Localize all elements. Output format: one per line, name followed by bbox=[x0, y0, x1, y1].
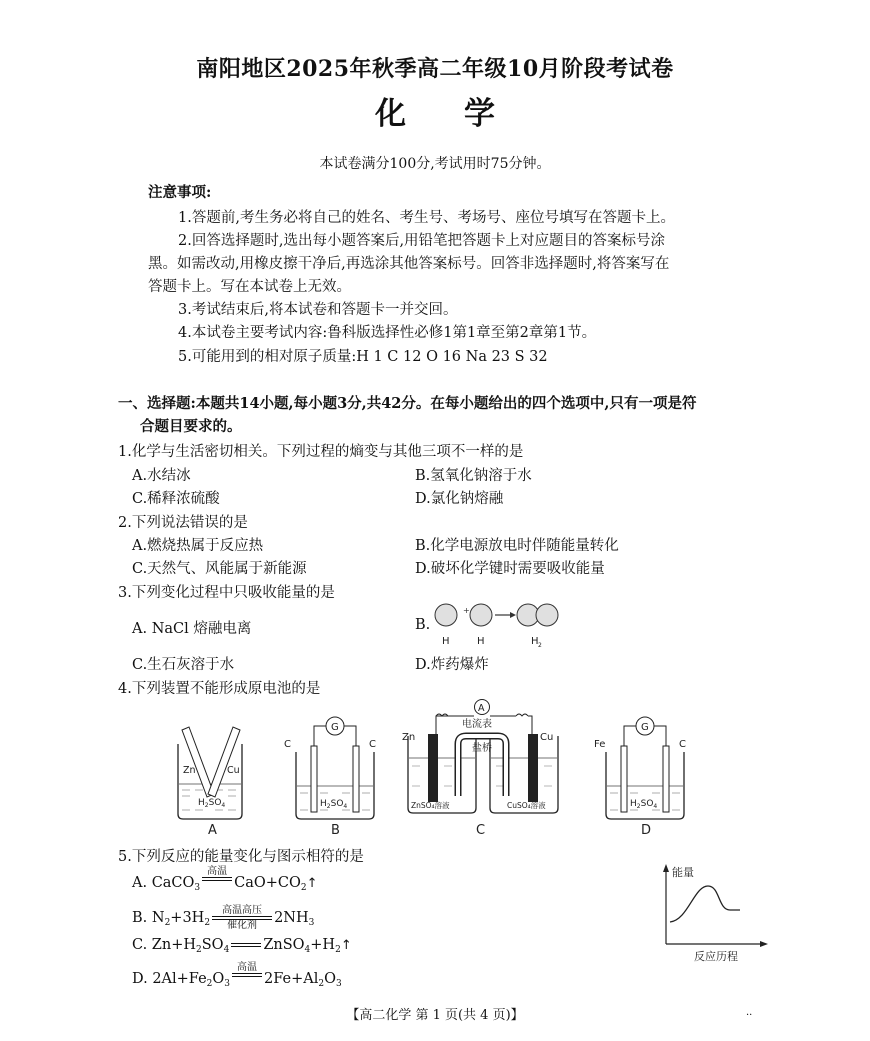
section-heading-cont: 合题目要求的。 bbox=[140, 418, 242, 435]
device-b bbox=[280, 714, 390, 842]
device-c-bridge: 盐桥 bbox=[472, 743, 492, 754]
device-c-left: Zn bbox=[402, 732, 416, 743]
q3-option-c: C.生石灰溶于水 bbox=[132, 657, 235, 673]
device-a-sol: H bbox=[198, 798, 205, 808]
notice-item-2b: 黑。如需改动,用橡皮擦干净后,再选涂其他答案标号。回答非选择题时,将答案写在 bbox=[148, 256, 670, 272]
q5-d-sub2b: 2 bbox=[318, 979, 325, 989]
device-d-sol-sub2: 4 bbox=[653, 803, 658, 810]
svg-text:H2SO4 bbox=[198, 798, 225, 809]
gas-up-arrow-icon: ↑ bbox=[340, 938, 352, 953]
q5-d-sub3b: 3 bbox=[336, 979, 342, 989]
q5-d-pre: D. 2Al+Fe bbox=[132, 971, 207, 987]
q5-b-cond-bot: 催化剂 bbox=[227, 920, 258, 931]
h2-label: H bbox=[531, 636, 539, 647]
subject-title: 化学 bbox=[375, 96, 553, 132]
notice-heading: 注意事项: bbox=[148, 184, 212, 201]
q5-option-a bbox=[132, 866, 318, 896]
q5-c-so: SO bbox=[201, 937, 224, 953]
device-d-sol-sub: 2 bbox=[636, 803, 641, 810]
q5-b-mid: +3H bbox=[170, 910, 205, 926]
q5-option-b bbox=[132, 905, 314, 931]
device-d-left: Fe bbox=[594, 739, 606, 750]
h2-formation-diagram bbox=[430, 600, 570, 652]
q4-stem: 4.下列装置不能形成原电池的是 bbox=[118, 681, 321, 697]
q1-option-b: B.氢氧化钠溶于水 bbox=[415, 468, 532, 484]
graph-xlabel: 反应历程 bbox=[694, 950, 738, 963]
device-b-sol-rest: SO bbox=[330, 799, 344, 809]
q5-d-cond-text: 高温 bbox=[237, 962, 258, 973]
device-d bbox=[590, 714, 700, 842]
device-a bbox=[170, 722, 255, 842]
energy-profile-graph bbox=[650, 858, 780, 966]
device-c-right: Cu bbox=[540, 732, 554, 743]
device-d-meter: G bbox=[641, 722, 649, 733]
q2-stem: 2.下列说法错误的是 bbox=[118, 515, 248, 531]
device-d-caption: D bbox=[641, 823, 652, 838]
q5-option-c bbox=[132, 937, 352, 955]
device-c-sol-right: CuSO₄溶液 bbox=[507, 801, 546, 810]
q2-option-d: D.破坏化学键时需要吸收能量 bbox=[415, 561, 605, 577]
q5-b-condition bbox=[212, 905, 272, 931]
q5-c-equals bbox=[231, 943, 261, 947]
q5-d-o: O bbox=[212, 971, 225, 987]
q5-c-post: ZnSO bbox=[263, 937, 305, 953]
q2-option-a: A.燃烧热属于反应热 bbox=[132, 538, 264, 554]
q5-c-h: +H bbox=[310, 937, 336, 953]
q5-a-pre: A. CaCO bbox=[132, 875, 195, 891]
q5-a-sub3: 3 bbox=[194, 883, 201, 893]
graph-ylabel: 能量 bbox=[672, 866, 694, 879]
q5-b-sub2: 2 bbox=[164, 918, 171, 928]
q3-stem: 3.下列变化过程中只吸收能量的是 bbox=[118, 585, 335, 601]
device-a-sol-sub: 2 bbox=[204, 802, 209, 809]
device-b-sol-sub2: 4 bbox=[343, 803, 348, 810]
h-label-2: H bbox=[477, 636, 485, 647]
device-a-caption: A bbox=[208, 823, 217, 838]
q5-a-sub2: 2 bbox=[300, 883, 307, 893]
h-label-1: H bbox=[442, 636, 450, 647]
device-c-sol-left: ZnSO₄溶液 bbox=[411, 801, 450, 810]
device-d-sol: H bbox=[630, 799, 637, 809]
q1-stem: 1.化学与生活密切相关。下列过程的熵变与其他三项不一样的是 bbox=[118, 444, 524, 460]
device-c-caption: C bbox=[476, 823, 486, 838]
q5-c-sub4b: 4 bbox=[304, 945, 311, 955]
device-b-left: C bbox=[284, 739, 291, 750]
svg-text:+: + bbox=[463, 606, 470, 615]
device-b-meter: G bbox=[331, 722, 339, 733]
q5-d-o2: O bbox=[324, 971, 336, 987]
notice-item-2c: 答题卡上。写在本试卷上无效。 bbox=[148, 279, 351, 295]
notice-item-4: 4.本试卷主要考试内容:鲁科版选择性必修1第1章至第2章第1节。 bbox=[178, 325, 597, 341]
q5-c-sub2b: 2 bbox=[335, 945, 341, 955]
notice-item-2a: 2.回答选择题时,选出每小题答案后,用铅笔把答题卡上对应题目的答案标号涂 bbox=[178, 233, 666, 249]
q2-option-b: B.化学电源放电时伴随能量转化 bbox=[415, 538, 619, 554]
svg-text:H2SO4 bbox=[320, 799, 347, 810]
notice-item-3: 3.考试结束后,将本试卷和答题卡一并交回。 bbox=[178, 302, 458, 318]
q5-a-post: CaO+CO bbox=[234, 875, 301, 891]
q5-d-sub2: 2 bbox=[206, 979, 213, 989]
q5-a-condition bbox=[202, 866, 232, 892]
device-d-sol-rest: SO bbox=[640, 799, 654, 809]
q2-option-c: C.天然气、风能属于新能源 bbox=[132, 561, 307, 577]
page-footer: 【高二化学 第 1 页(共 4 页)】 bbox=[346, 1008, 524, 1023]
gas-up-arrow-icon: ↑ bbox=[306, 876, 318, 891]
device-b-sol-sub: 2 bbox=[326, 803, 331, 810]
energy-curve bbox=[670, 886, 740, 922]
device-c-meter: A bbox=[478, 703, 485, 714]
exam-title: 南阳地区2025年秋季高二年级10月阶段考试卷 bbox=[196, 56, 674, 82]
device-a-sol-rest: SO bbox=[208, 798, 222, 808]
q5-b-cond-top: 高温高压 bbox=[222, 905, 263, 916]
svg-text:H2SO4 bbox=[630, 799, 657, 810]
h2-label-sub: 2 bbox=[538, 642, 542, 649]
device-c-meter-label: 电流表 bbox=[462, 719, 492, 730]
q5-b-post: 2NH bbox=[274, 910, 309, 926]
q5-b-pre: B. N bbox=[132, 910, 165, 926]
device-a-sol-sub2: 4 bbox=[221, 802, 226, 809]
q5-option-d bbox=[132, 962, 342, 992]
q1-option-c: C.稀释浓硫酸 bbox=[132, 491, 220, 507]
q3-option-d: D.炸药爆炸 bbox=[415, 657, 489, 673]
q5-b-sub2b: 2 bbox=[204, 918, 211, 928]
footer-mark: ·· bbox=[746, 1010, 753, 1021]
section-heading: 一、选择题:本题共14小题,每小题3分,共42分。在每小题给出的四个选项中,只有一项是符 bbox=[118, 395, 697, 412]
q5-b-sub3: 3 bbox=[308, 918, 315, 928]
q3-option-b-label: B. bbox=[415, 617, 431, 633]
q5-stem: 5.下列反应的能量变化与图示相符的是 bbox=[118, 849, 364, 865]
q5-d-post: 2Fe+Al bbox=[264, 971, 319, 987]
q5-d-condition bbox=[232, 962, 262, 988]
device-a-right: Cu bbox=[227, 765, 240, 776]
q5-a-cond-text: 高温 bbox=[207, 866, 228, 877]
q3-option-a: A. NaCl 熔融电离 bbox=[132, 621, 252, 637]
q5-c-sub2: 2 bbox=[196, 945, 202, 955]
device-b-caption: B bbox=[331, 823, 340, 838]
device-b-right: C bbox=[369, 739, 376, 750]
device-a-left: Zn bbox=[183, 765, 196, 776]
notice-item-5: 5.可能用到的相对原子质量:H 1 C 12 O 16 Na 23 S 32 bbox=[178, 349, 548, 365]
q5-d-sub3: 3 bbox=[224, 979, 231, 989]
notice-item-1: 1.答题前,考生务必将自己的姓名、考生号、考场号、座位号填写在答题卡上。 bbox=[178, 210, 675, 226]
device-b-sol: H bbox=[320, 799, 327, 809]
device-c bbox=[400, 696, 565, 842]
exam-info: 本试卷满分100分,考试用时75分钟。 bbox=[319, 156, 551, 172]
q1-option-a: A.水结冰 bbox=[132, 468, 191, 484]
q1-option-d: D.氯化钠熔融 bbox=[415, 491, 504, 507]
q5-c-sub4: 4 bbox=[223, 945, 230, 955]
q5-c-pre: C. Zn+H bbox=[132, 937, 197, 953]
device-d-right: C bbox=[679, 739, 686, 750]
